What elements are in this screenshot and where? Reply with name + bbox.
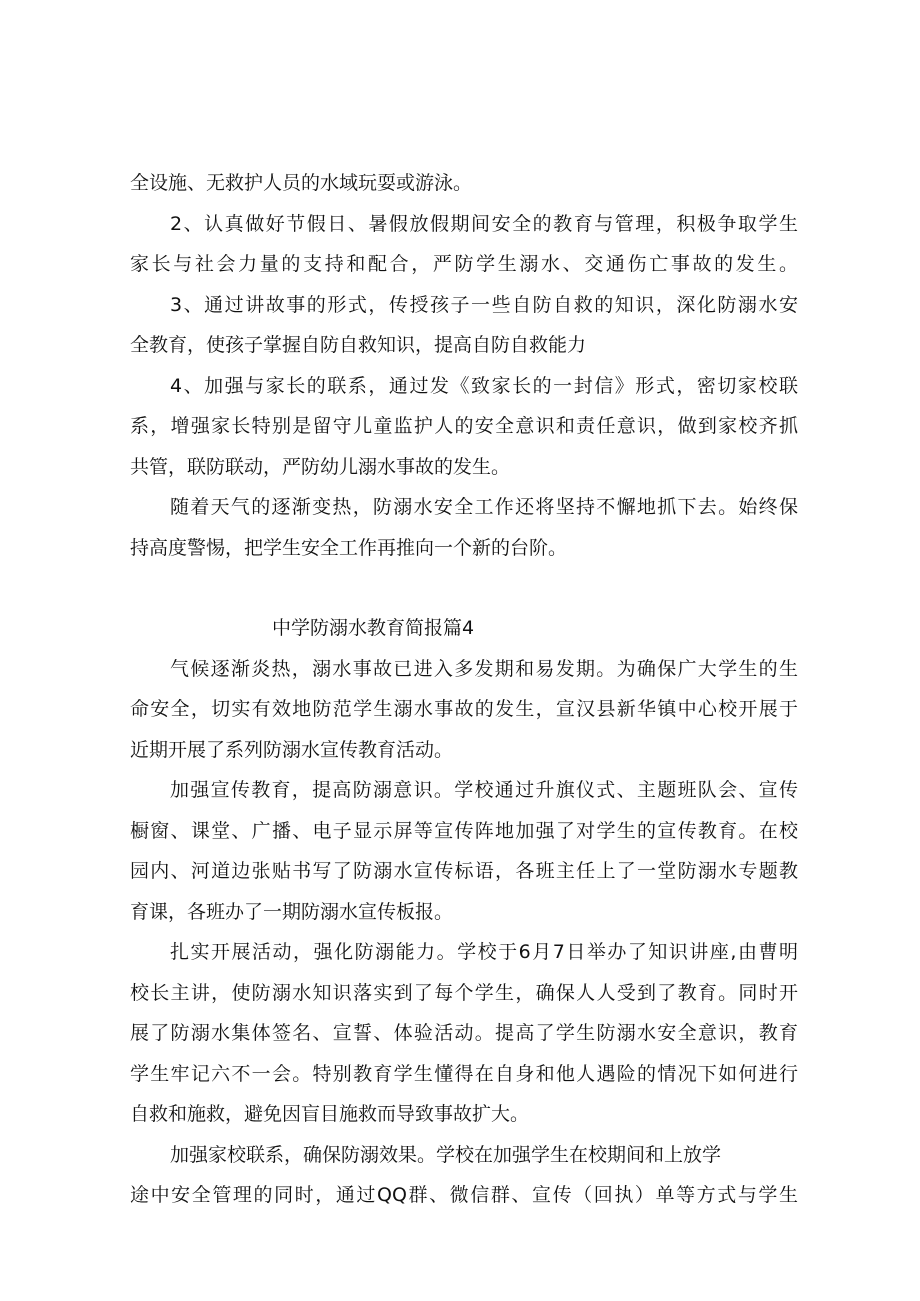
paragraph-line: 学生牢记六不一会。特别教育学生懂得在自身和他人遇险的情况下如何进行 [130,1062,798,1085]
paragraph-line: 3、通过讲故事的形式，传授孩子一些自防自救的知识，深化防溺水安 [170,293,798,316]
paragraph-line: 加强宣传教育，提高防溺意识。学校通过升旗仪式、主题班队会、宣传 [170,779,798,801]
paragraph-line: 校长主讲，使防溺水知识落实到了每个学生，确保人人受到了教育。同时开 [130,981,798,1004]
paragraph-line: 共管，联防联动，严防幼儿溺水事故的发生。 [130,455,511,478]
paragraph-line: 园内、河道边张贴书写了防溺水宣传标语，各班主任上了一堂防溺水专题教 [130,860,798,882]
paragraph-line: 途中安全管理的同时，通过QQ群、微信群、宣传（回执）单等方式与学生 [130,1184,798,1206]
document-body [130,163,798,1216]
paragraph-line: 加强家校联系，确保防溺效果。学校在加强学生在校期间和上放学 [170,1143,722,1166]
paragraph-line: 橱窗、课堂、广播、电子显示屏等宣传阵地加强了对学生的宣传教育。在校 [130,819,798,842]
section-heading: 中学防溺水教育简报篇4 [272,617,475,639]
paragraph-line: 育课，各班办了一期防溺水宣传板报。 [130,900,454,923]
paragraph-line: 全设施、无救护人员的水域玩耍或游泳。 [130,172,473,194]
paragraph-line: 命安全，切实有效地防范学生溺水事故的发生，宣汉县新华镇中心校开展于 [130,698,798,720]
paragraph-line: 家长与社会力量的支持和配合，严防学生溺水、交通伤亡事故的发生。 [130,253,798,275]
paragraph-line: 系，增强家长特别是留守儿童监护人的安全意识和责任意识，做到家校齐抓 [130,415,798,437]
paragraph-line: 近期开展了系列防溺水宣传教育活动。 [130,738,454,761]
paragraph-line: 自救和施救，避免因盲目施救而导致事故扩大。 [130,1103,530,1125]
paragraph-line: 2、认真做好节假日、暑假放假期间安全的教育与管理，积极争取学生 [170,212,798,235]
paragraph-line: 扎实开展活动，强化防溺能力。学校于6月7日举办了知识讲座,由曹明 [170,941,798,963]
section-spacer [130,568,798,608]
paragraph-line: 随着天气的逐渐变热，防溺水安全工作还将坚持不懈地抓下去。始终保 [170,496,798,518]
paragraph-line: 持高度警惕，把学生安全工作再推向一个新的台阶。 [130,536,568,559]
paragraph-line: 展了防溺水集体签名、宣誓、体验活动。提高了学生防溺水安全意识，教育 [130,1022,798,1044]
paragraph-line: 气候逐渐炎热，溺水事故已进入多发期和易发期。为确保广大学生的生 [170,657,798,680]
paragraph-line: 全教育，使孩子掌握自防自救知识，提高自防自救能力 [130,334,587,356]
paragraph-line: 4、加强与家长的联系，通过发《致家长的一封信》形式，密切家校联 [170,374,798,397]
